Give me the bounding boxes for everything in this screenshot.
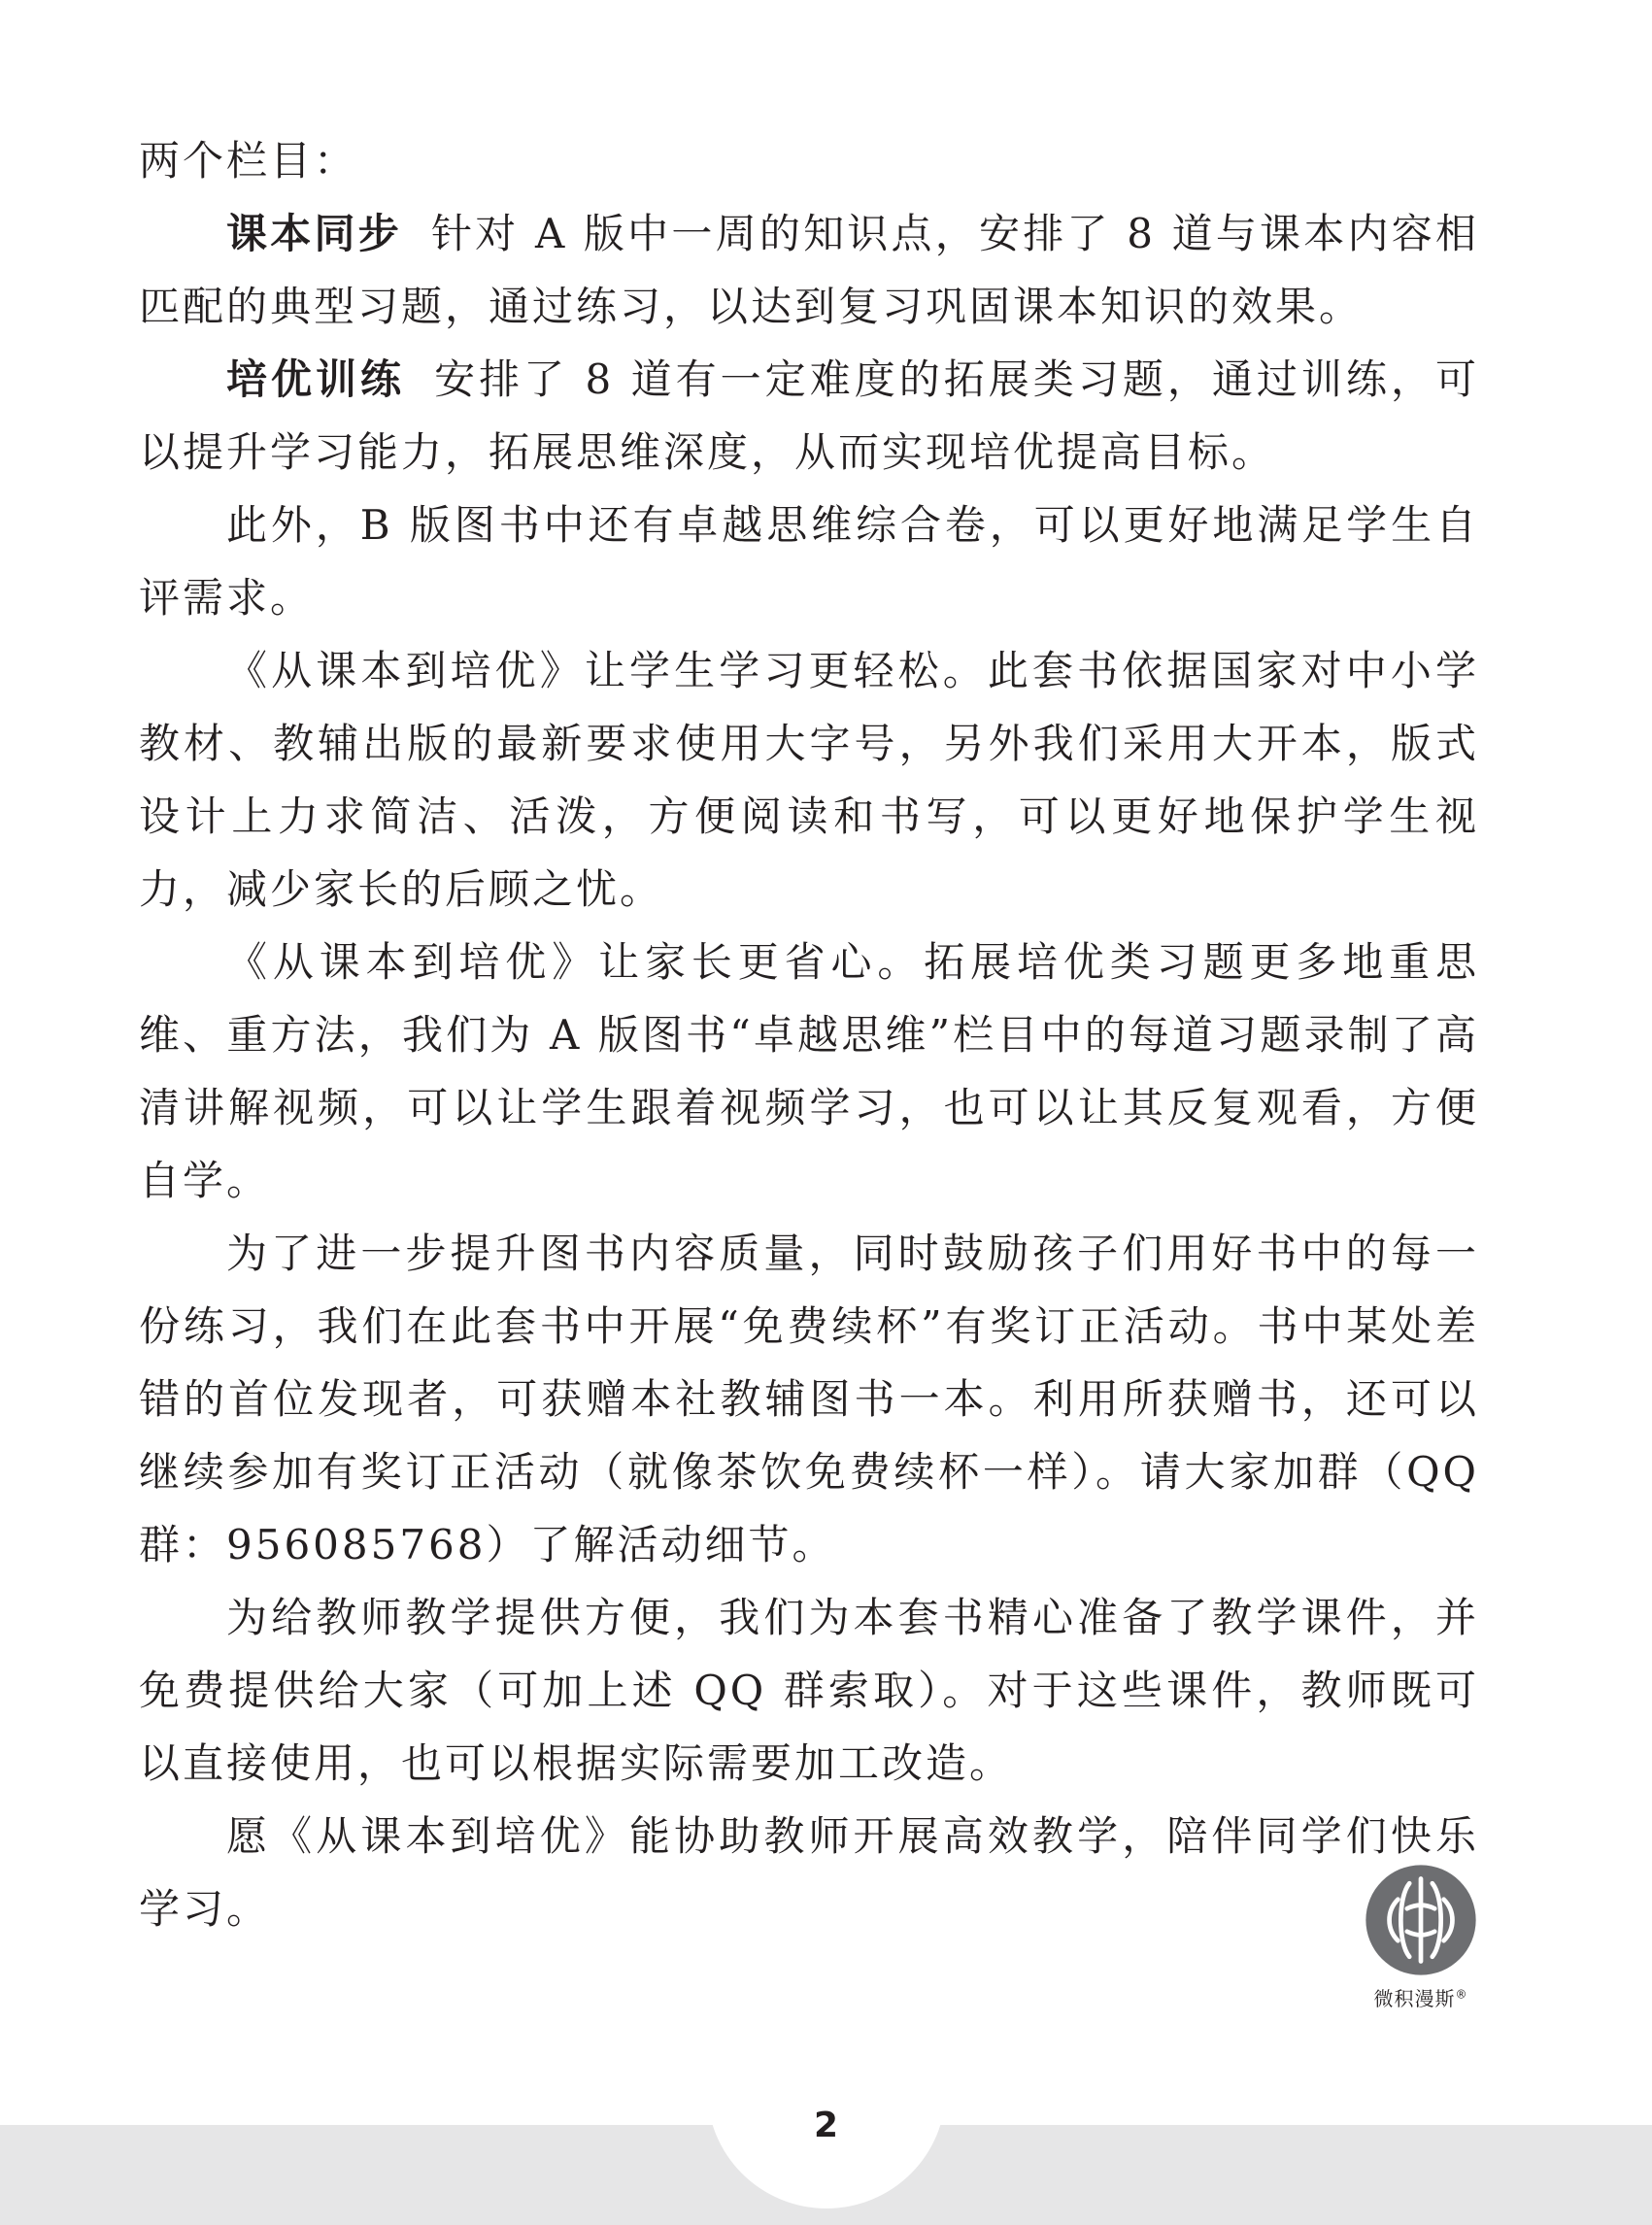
paragraph-text: 针对 A 版中一周的知识点，安排了 8 道与课本内容相匹配的典型习题，通过练习，以达到复习巩固课本知识的效果。 <box>139 210 1479 330</box>
paragraph-text: 《从课本到培优》让学生学习更轻松。此套书依据国家对中小学教材、教辅出版的最新要求使用大字号，另外我们采用大开本，版式设计上力求简洁、活泼，方便阅读和书写，可以更好地保护学生视力，减少家长的后顾之忧。 <box>139 647 1479 913</box>
publisher-name: 微积漫斯® <box>1373 1987 1468 2010</box>
page-number: 2 <box>813 2106 839 2145</box>
paragraph-advanced-training <box>139 343 1479 489</box>
section-term: 课本同步 <box>226 210 402 257</box>
paragraph-text: 为了进一步提升图书内容质量，同时鼓励孩子们用好书中的每一份练习，我们在此套书中开展“免费续杯”有奖订正活动。书中某处差错的首位发现者，可获赠本社教辅图书一本。利用所获赠书，还可以继续参加有奖订正活动（就像茶饮免费续杯一样）。请大家加群（QQ 群：956085768）了解活动细节。 <box>139 1230 1479 1568</box>
paragraph-intro <box>139 124 1479 197</box>
body-text <box>139 124 1479 1945</box>
paragraph-correction-activity <box>139 1217 1479 1581</box>
publisher-emblem-icon <box>1364 1863 1478 1977</box>
paragraph-teachers <box>139 1581 1479 1800</box>
paragraph-b-edition <box>139 489 1479 634</box>
paragraph-textbook-sync <box>139 197 1479 343</box>
paragraph-text: 安排了 8 道有一定难度的拓展类习题，通过训练，可以提升学习能力，拓展思维深度，从而实现培优提高目标。 <box>139 355 1479 476</box>
paragraph-parents <box>139 926 1479 1217</box>
registered-mark: ® <box>1455 1987 1468 2002</box>
paragraph-text: 此外，B 版图书中还有卓越思维综合卷，可以更好地满足学生自评需求。 <box>139 501 1479 622</box>
paragraph-text: 愿《从课本到培优》能协助教师开展高效教学，陪伴同学们快乐学习。 <box>139 1812 1479 1933</box>
publisher-logo <box>1360 1863 1482 2011</box>
paragraph-closing <box>139 1800 1479 1945</box>
paragraph-text: 《从课本到培优》让家长更省心。拓展培优类习题更多地重思维、重方法，我们为 A 版图书“卓越思维”栏目中的每道习题录制了高清讲解视频，可以让学生跟着视频学习，也可以让其反复观看，方便自学。 <box>139 938 1479 1204</box>
paragraph-text: 为给教师教学提供方便，我们为本套书精心准备了教学课件，并免费提供给大家（可加上述 QQ 群索取）。对于这些课件，教师既可以直接使用，也可以根据实际需要加工改造。 <box>139 1594 1479 1787</box>
paragraph-students <box>139 634 1479 926</box>
paragraph-text: 两个栏目： <box>139 137 358 185</box>
section-term: 培优训练 <box>226 355 406 403</box>
